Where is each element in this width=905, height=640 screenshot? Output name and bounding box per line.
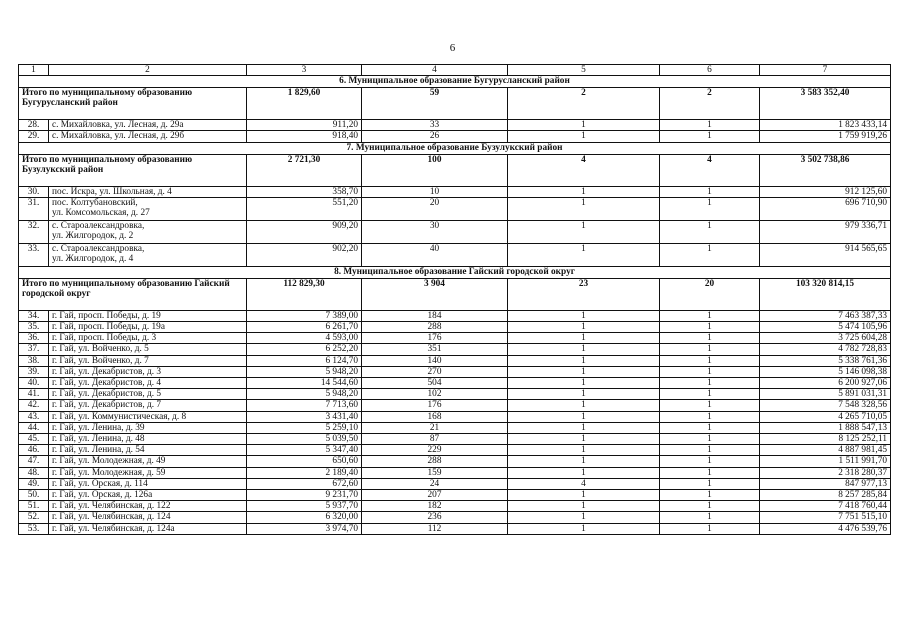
- row-people: 270: [362, 366, 508, 377]
- column-number-3: 3: [247, 65, 362, 76]
- row-people: 112: [362, 523, 508, 534]
- table-row: [19, 478, 891, 489]
- table-row: [19, 456, 891, 467]
- table-row: [19, 445, 891, 456]
- section-total-row: [19, 88, 891, 120]
- row-people: 20: [362, 197, 508, 220]
- row-people: 159: [362, 467, 508, 478]
- row-col6: 1: [660, 310, 760, 321]
- row-number: 37.: [19, 344, 49, 355]
- table-row: [19, 220, 891, 243]
- row-people: 168: [362, 411, 508, 422]
- row-area: 2 189,40: [247, 467, 362, 478]
- row-col5: 1: [508, 456, 660, 467]
- row-sum: 1 888 547,13: [760, 422, 891, 433]
- row-col5: 1: [508, 220, 660, 243]
- total-col6: 20: [660, 278, 760, 310]
- row-area: 14 544,60: [247, 378, 362, 389]
- table-row: [19, 366, 891, 377]
- column-number-6: 6: [660, 65, 760, 76]
- row-address: г. Гай, ул. Войченко, д. 7: [49, 355, 247, 366]
- row-col5: 1: [508, 120, 660, 131]
- row-people: 140: [362, 355, 508, 366]
- row-sum: 1 511 991,70: [760, 456, 891, 467]
- row-col5: 1: [508, 344, 660, 355]
- row-number: 36.: [19, 333, 49, 344]
- row-col6: 1: [660, 197, 760, 220]
- row-address: г. Гай, ул. Челябинская, д. 124: [49, 512, 247, 523]
- housing-register-table: [18, 64, 891, 535]
- row-area: 9 231,70: [247, 490, 362, 501]
- table-row: [19, 400, 891, 411]
- row-number: 48.: [19, 467, 49, 478]
- table-row: [19, 344, 891, 355]
- row-people: 26: [362, 131, 508, 142]
- row-address: с. Михайловка, ул. Лесная, д. 29б: [49, 131, 247, 142]
- row-number: 42.: [19, 400, 49, 411]
- row-col6: 1: [660, 243, 760, 266]
- row-address: г. Гай, ул. Декабристов, д. 4: [49, 378, 247, 389]
- row-address: г. Гай, ул. Орская, д. 114: [49, 478, 247, 489]
- row-number: 31.: [19, 197, 49, 220]
- row-sum: 4 887 981,45: [760, 445, 891, 456]
- table-row: [19, 355, 891, 366]
- row-address: с. Староалександровка, ул. Жилгородок, д. 4: [49, 243, 247, 266]
- row-address: г. Гай, ул. Орская, д. 126а: [49, 490, 247, 501]
- row-address: г. Гай, просп. Победы, д. 3: [49, 333, 247, 344]
- total-sum: 3 502 738,86: [760, 154, 891, 186]
- row-sum: 8 257 285,84: [760, 490, 891, 501]
- total-people: 100: [362, 154, 508, 186]
- row-col5: 1: [508, 411, 660, 422]
- column-number-7: 7: [760, 65, 891, 76]
- row-people: 21: [362, 422, 508, 433]
- row-area: 7 389,00: [247, 310, 362, 321]
- row-area: 902,20: [247, 243, 362, 266]
- row-number: 41.: [19, 389, 49, 400]
- section-total-row: [19, 278, 891, 310]
- row-number: 52.: [19, 512, 49, 523]
- table-row: [19, 467, 891, 478]
- row-people: 182: [362, 501, 508, 512]
- total-area: 1 829,60: [247, 88, 362, 120]
- total-people: 59: [362, 88, 508, 120]
- row-sum: 2 318 280,37: [760, 467, 891, 478]
- row-number: 51.: [19, 501, 49, 512]
- row-area: 650,60: [247, 456, 362, 467]
- row-number: 39.: [19, 366, 49, 377]
- row-area: 6 252,20: [247, 344, 362, 355]
- row-col6: 1: [660, 478, 760, 489]
- row-area: 5 948,20: [247, 366, 362, 377]
- total-label: Итого по муниципальному образованию Бузулукский район: [19, 154, 247, 186]
- row-address: г. Гай, ул. Челябинская, д. 124а: [49, 523, 247, 534]
- row-col6: 1: [660, 445, 760, 456]
- row-people: 207: [362, 490, 508, 501]
- row-col5: 1: [508, 197, 660, 220]
- section-title-row: [19, 76, 891, 88]
- row-area: 5 347,40: [247, 445, 362, 456]
- row-col6: 1: [660, 322, 760, 333]
- row-sum: 696 710,90: [760, 197, 891, 220]
- total-area: 2 721,30: [247, 154, 362, 186]
- row-col5: 1: [508, 523, 660, 534]
- row-number: 47.: [19, 456, 49, 467]
- table-row: [19, 120, 891, 131]
- row-col6: 1: [660, 501, 760, 512]
- row-sum: 912 125,60: [760, 186, 891, 197]
- table-row: [19, 512, 891, 523]
- row-col5: 1: [508, 310, 660, 321]
- row-number: 49.: [19, 478, 49, 489]
- row-col5: 1: [508, 422, 660, 433]
- row-col6: 1: [660, 120, 760, 131]
- row-col5: 1: [508, 490, 660, 501]
- row-people: 184: [362, 310, 508, 321]
- row-people: 504: [362, 378, 508, 389]
- row-address: г. Гай, ул. Ленина, д. 48: [49, 434, 247, 445]
- row-address: г. Гай, ул. Челябинская, д. 122: [49, 501, 247, 512]
- total-area: 112 829,30: [247, 278, 362, 310]
- row-col6: 1: [660, 333, 760, 344]
- row-people: 30: [362, 220, 508, 243]
- page-number: 6: [449, 42, 456, 54]
- row-address: г. Гай, просп. Победы, д. 19: [49, 310, 247, 321]
- row-col6: 1: [660, 523, 760, 534]
- row-people: 351: [362, 344, 508, 355]
- total-label: Итого по муниципальному образованию Гайский городской округ: [19, 278, 247, 310]
- row-people: 87: [362, 434, 508, 445]
- column-number-5: 5: [508, 65, 660, 76]
- table-row: [19, 434, 891, 445]
- row-address: г. Гай, ул. Молодежная, д. 49: [49, 456, 247, 467]
- row-sum: 8 125 252,11: [760, 434, 891, 445]
- row-col5: 4: [508, 478, 660, 489]
- row-number: 34.: [19, 310, 49, 321]
- row-people: 236: [362, 512, 508, 523]
- row-col5: 1: [508, 131, 660, 142]
- row-number: 40.: [19, 378, 49, 389]
- total-col6: 2: [660, 88, 760, 120]
- row-col6: 1: [660, 490, 760, 501]
- total-sum: 103 320 814,15: [760, 278, 891, 310]
- row-area: 672,60: [247, 478, 362, 489]
- total-label: Итого по муниципальному образованию Бугурусланский район: [19, 88, 247, 120]
- row-sum: 1 759 919,26: [760, 131, 891, 142]
- table-row: [19, 378, 891, 389]
- row-col5: 1: [508, 467, 660, 478]
- row-number: 46.: [19, 445, 49, 456]
- row-col6: 1: [660, 131, 760, 142]
- table-row: [19, 322, 891, 333]
- total-col5: 2: [508, 88, 660, 120]
- section-title: 8. Муниципальное образование Гайский городской округ: [19, 266, 891, 278]
- total-col5: 4: [508, 154, 660, 186]
- total-sum: 3 583 352,40: [760, 88, 891, 120]
- column-number-2: 2: [49, 65, 247, 76]
- row-sum: 6 200 927,06: [760, 378, 891, 389]
- row-people: 288: [362, 322, 508, 333]
- row-number: 35.: [19, 322, 49, 333]
- row-col5: 1: [508, 445, 660, 456]
- row-people: 229: [362, 445, 508, 456]
- row-col6: 1: [660, 434, 760, 445]
- row-sum: 3 725 604,28: [760, 333, 891, 344]
- row-area: 3 974,70: [247, 523, 362, 534]
- row-col5: 1: [508, 186, 660, 197]
- row-col5: 1: [508, 389, 660, 400]
- total-people: 3 904: [362, 278, 508, 310]
- row-col6: 1: [660, 456, 760, 467]
- column-number-1: 1: [19, 65, 49, 76]
- row-col6: 1: [660, 411, 760, 422]
- row-number: 30.: [19, 186, 49, 197]
- row-sum: 1 823 433,14: [760, 120, 891, 131]
- row-sum: 5 474 105,96: [760, 322, 891, 333]
- row-col5: 1: [508, 434, 660, 445]
- table-row: [19, 411, 891, 422]
- row-col5: 1: [508, 355, 660, 366]
- row-col5: 1: [508, 512, 660, 523]
- row-sum: 4 476 539,76: [760, 523, 891, 534]
- row-col6: 1: [660, 378, 760, 389]
- row-people: 176: [362, 400, 508, 411]
- row-sum: 979 336,71: [760, 220, 891, 243]
- row-col5: 1: [508, 501, 660, 512]
- table-row: [19, 131, 891, 142]
- row-address: г. Гай, ул. Декабристов, д. 7: [49, 400, 247, 411]
- table-row: [19, 310, 891, 321]
- row-people: 40: [362, 243, 508, 266]
- row-col6: 1: [660, 344, 760, 355]
- row-area: 918,40: [247, 131, 362, 142]
- column-number-4: 4: [362, 65, 508, 76]
- row-address: г. Гай, ул. Ленина, д. 39: [49, 422, 247, 433]
- row-people: 102: [362, 389, 508, 400]
- row-number: 29.: [19, 131, 49, 142]
- row-sum: 5 891 031,31: [760, 389, 891, 400]
- row-sum: 7 751 515,10: [760, 512, 891, 523]
- section-title: 6. Муниципальное образование Бугурусланский район: [19, 76, 891, 88]
- row-area: 5 948,20: [247, 389, 362, 400]
- row-address: г. Гай, ул. Декабристов, д. 5: [49, 389, 247, 400]
- row-col5: 1: [508, 322, 660, 333]
- row-number: 50.: [19, 490, 49, 501]
- row-col6: 1: [660, 422, 760, 433]
- row-col5: 1: [508, 378, 660, 389]
- row-col6: 1: [660, 467, 760, 478]
- table-row: [19, 197, 891, 220]
- row-sum: 5 338 761,36: [760, 355, 891, 366]
- row-number: 53.: [19, 523, 49, 534]
- row-area: 5 937,70: [247, 501, 362, 512]
- row-col5: 1: [508, 243, 660, 266]
- section-title-row: [19, 142, 891, 154]
- row-area: 5 259,10: [247, 422, 362, 433]
- register-body: [19, 65, 891, 535]
- row-col6: 1: [660, 512, 760, 523]
- row-number: 45.: [19, 434, 49, 445]
- row-address: г. Гай, ул. Декабристов, д. 3: [49, 366, 247, 377]
- row-area: 4 593,00: [247, 333, 362, 344]
- row-number: 32.: [19, 220, 49, 243]
- row-col6: 1: [660, 400, 760, 411]
- row-col6: 1: [660, 186, 760, 197]
- row-people: 10: [362, 186, 508, 197]
- row-area: 551,20: [247, 197, 362, 220]
- row-number: 28.: [19, 120, 49, 131]
- total-col5: 23: [508, 278, 660, 310]
- row-area: 6 261,70: [247, 322, 362, 333]
- column-number-header-row: [19, 65, 891, 76]
- row-address: г. Гай, ул. Ленина, д. 54: [49, 445, 247, 456]
- row-number: 33.: [19, 243, 49, 266]
- row-address: пос. Искра, ул. Школьная, д. 4: [49, 186, 247, 197]
- row-people: 176: [362, 333, 508, 344]
- table-row: [19, 422, 891, 433]
- row-area: 7 713,60: [247, 400, 362, 411]
- row-people: 288: [362, 456, 508, 467]
- section-title-row: [19, 266, 891, 278]
- row-area: 6 320,00: [247, 512, 362, 523]
- row-people: 24: [362, 478, 508, 489]
- row-col6: 1: [660, 389, 760, 400]
- row-address: г. Гай, ул. Коммунистическая, д. 8: [49, 411, 247, 422]
- row-col6: 1: [660, 366, 760, 377]
- table-row: [19, 490, 891, 501]
- row-col6: 1: [660, 220, 760, 243]
- row-number: 43.: [19, 411, 49, 422]
- table-row: [19, 333, 891, 344]
- table-row: [19, 501, 891, 512]
- table-row: [19, 389, 891, 400]
- row-address: пос. Колтубановский, ул. Комсомольская, д. 27: [49, 197, 247, 220]
- section-title: 7. Муниципальное образование Бузулукский район: [19, 142, 891, 154]
- row-area: 6 124,70: [247, 355, 362, 366]
- row-sum: 4 782 728,83: [760, 344, 891, 355]
- row-people: 33: [362, 120, 508, 131]
- row-col5: 1: [508, 366, 660, 377]
- row-area: 911,20: [247, 120, 362, 131]
- row-area: 358,70: [247, 186, 362, 197]
- row-sum: 914 565,65: [760, 243, 891, 266]
- section-total-row: [19, 154, 891, 186]
- row-sum: 847 977,13: [760, 478, 891, 489]
- row-col5: 1: [508, 400, 660, 411]
- row-area: 3 431,40: [247, 411, 362, 422]
- row-address: г. Гай, ул. Войченко, д. 5: [49, 344, 247, 355]
- row-number: 44.: [19, 422, 49, 433]
- table-row: [19, 243, 891, 266]
- row-sum: 4 265 710,05: [760, 411, 891, 422]
- row-area: 909,20: [247, 220, 362, 243]
- row-sum: 7 548 328,56: [760, 400, 891, 411]
- row-address: г. Гай, ул. Молодежная, д. 59: [49, 467, 247, 478]
- row-address: с. Михайловка, ул. Лесная, д. 29а: [49, 120, 247, 131]
- row-sum: 7 463 387,33: [760, 310, 891, 321]
- table-row: [19, 186, 891, 197]
- row-col5: 1: [508, 333, 660, 344]
- table-row: [19, 523, 891, 534]
- total-col6: 4: [660, 154, 760, 186]
- row-address: г. Гай, просп. Победы, д. 19а: [49, 322, 247, 333]
- row-col6: 1: [660, 355, 760, 366]
- row-area: 5 039,50: [247, 434, 362, 445]
- row-sum: 5 146 098,38: [760, 366, 891, 377]
- row-address: с. Староалександровка, ул. Жилгородок, д. 2: [49, 220, 247, 243]
- row-number: 38.: [19, 355, 49, 366]
- row-sum: 7 418 760,44: [760, 501, 891, 512]
